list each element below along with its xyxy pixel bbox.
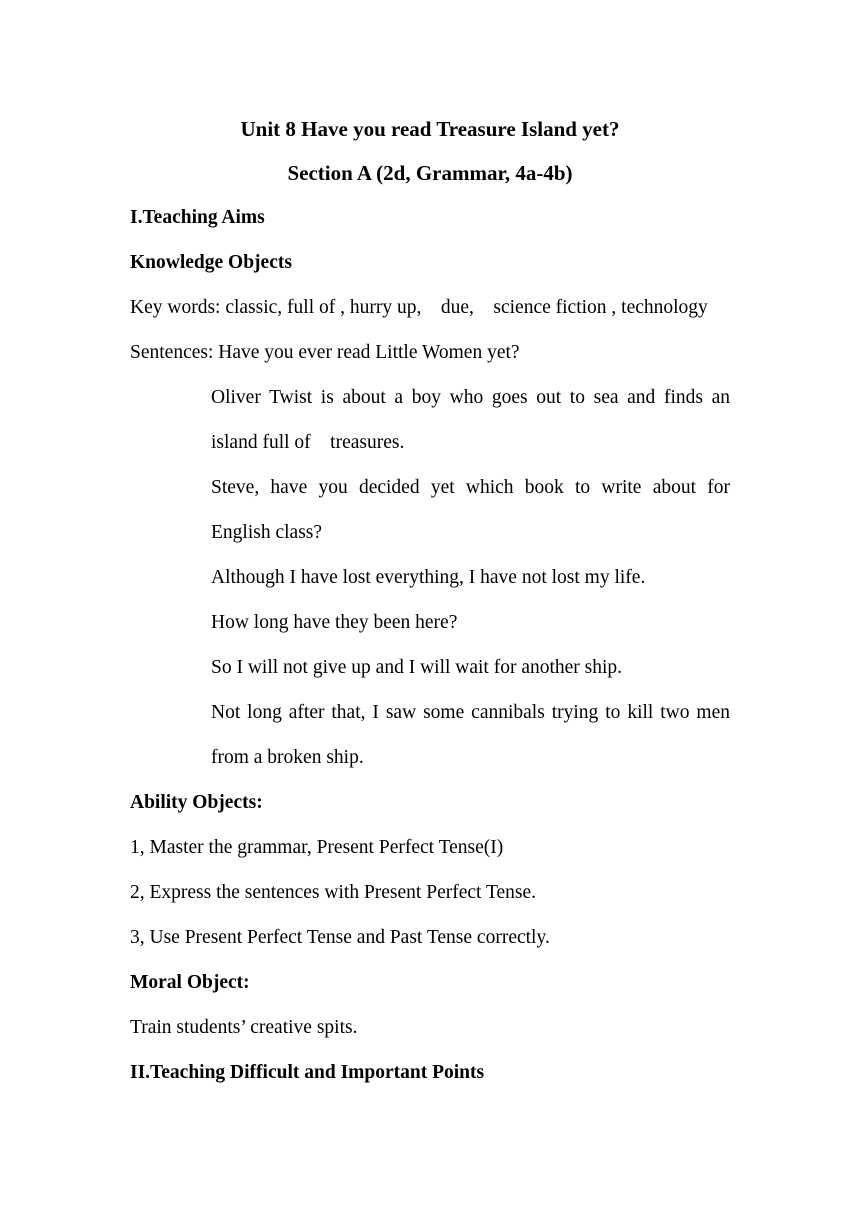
sentence-line: Steve, have you decided yet which book to write about for [211,477,730,498]
key-words-line: Key words: classic, full of , hurry up, due, science fiction , technology [130,297,708,318]
section-heading-teaching-aims: I.Teaching Aims [130,207,265,228]
sentence-line: Not long after that, I saw some cannibals trying to kill two men [211,702,730,723]
ability-item: 1, Master the grammar, Present Perfect Tense(I) [130,837,504,858]
sentence-line: How long have they been here? [211,612,458,633]
sentence-line: So I will not give up and I will wait for another ship. [211,657,623,678]
sentence-line: from a broken ship. [211,747,364,768]
document-title: Unit 8 Have you read Treasure Island yet? [240,117,620,141]
sentence-line: Oliver Twist is about a boy who goes out to sea and finds an [211,387,730,408]
sentences-intro: Sentences: Have you ever read Little Women yet? [130,342,520,363]
ability-item: 3, Use Present Perfect Tense and Past Tense correctly. [130,927,550,948]
sentence-line: Although I have lost everything, I have not lost my life. [211,567,646,588]
document-subtitle: Section A (2d, Grammar, 4a-4b) [287,161,573,185]
sentence-line: English class? [211,522,323,543]
knowledge-objects-heading: Knowledge Objects [130,252,292,273]
moral-object-heading: Moral Object: [130,972,250,993]
section-heading-difficult-points: II.Teaching Difficult and Important Points [130,1062,485,1083]
sentence-line: island full of treasures. [211,432,405,453]
ability-item: 2, Express the sentences with Present Perfect Tense. [130,882,537,903]
moral-object-text: Train students’ creative spits. [130,1017,358,1038]
ability-objects-heading: Ability Objects: [130,792,263,813]
